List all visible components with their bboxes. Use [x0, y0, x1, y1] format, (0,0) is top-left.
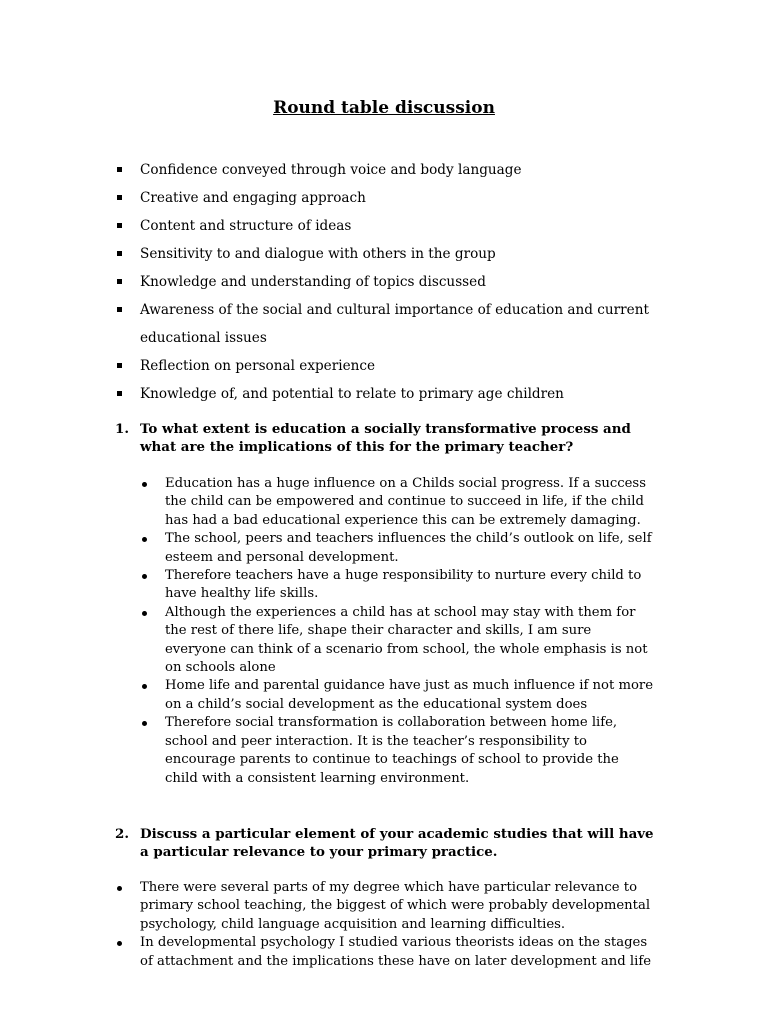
- page-title: Round table discussion: [273, 98, 495, 118]
- round-bullet-icon: [142, 611, 147, 616]
- round-bullet-icon: [142, 684, 147, 689]
- question-1-heading: [115, 420, 655, 456]
- criteria-list: [115, 156, 715, 408]
- square-bullet-icon: [117, 223, 122, 228]
- question-number: 2.: [115, 826, 129, 842]
- question-2-heading: [115, 825, 655, 861]
- square-bullet-icon: [117, 307, 122, 312]
- list-item: Knowledge and understanding of topics discussed: [115, 268, 715, 296]
- list-item: Therefore social transformation is collaboration between home life, school and peer interaction. It is the teacher’s responsibility to encourage parents to continue to teachings of school to provide the child with a consistent learning environment.: [140, 714, 655, 788]
- list-item: Awareness of the social and cultural importance of education and current educational issues: [115, 296, 715, 352]
- list-item: Education has a huge influence on a Childs social progress. If a success the child can be empowered and continue to succeed in life, if the child has had a bad educational experience this can be extremely damaging.: [140, 475, 655, 530]
- round-bullet-icon: [117, 941, 122, 946]
- list-item: Sensitivity to and dialogue with others in the group: [115, 240, 715, 268]
- square-bullet-icon: [117, 279, 122, 284]
- list-item: Home life and parental guidance have just as much influence if not more on a child’s social development as the educational system does: [140, 677, 655, 714]
- square-bullet-icon: [117, 251, 122, 256]
- question-1-answers: [140, 475, 655, 788]
- square-bullet-icon: [117, 363, 122, 368]
- round-bullet-icon: [142, 482, 147, 487]
- question-number: 1.: [115, 421, 129, 437]
- list-item: Knowledge of, and potential to relate to primary age children: [115, 380, 715, 408]
- round-bullet-icon: [117, 886, 122, 891]
- list-item: There were several parts of my degree which have particular relevance to primary school teaching, the biggest of which were probably developmental psychology, child language acquisition and learning difficulties.: [115, 879, 655, 934]
- round-bullet-icon: [142, 574, 147, 579]
- list-item: Reflection on personal experience: [115, 352, 715, 380]
- list-item: Confidence conveyed through voice and body language: [115, 156, 715, 184]
- round-bullet-icon: [142, 537, 147, 542]
- question-text: Discuss a particular element of your academic studies that will have a particular relevance to your primary practice.: [140, 826, 654, 860]
- question-2-answers: [115, 879, 655, 971]
- list-item: The school, peers and teachers influences the child’s outlook on life, self esteem and personal development.: [140, 530, 655, 567]
- round-bullet-icon: [142, 721, 147, 726]
- list-item: Therefore teachers have a huge responsibility to nurture every child to have healthy life skills.: [140, 567, 655, 604]
- square-bullet-icon: [117, 195, 122, 200]
- square-bullet-icon: [117, 391, 122, 396]
- list-item: Although the experiences a child has at school may stay with them for the rest of there life, shape their character and skills, I am sure everyone can think of a scenario from school, the whole emphasis is not on schools alone: [140, 604, 655, 678]
- list-item: Creative and engaging approach: [115, 184, 715, 212]
- list-item: Content and structure of ideas: [115, 212, 715, 240]
- square-bullet-icon: [117, 167, 122, 172]
- list-item: In developmental psychology I studied various theorists ideas on the stages of attachment and the implications these have on later development and life: [115, 934, 655, 971]
- question-text: To what extent is education a socially transformative process and what are the implications of this for the primary teacher?: [140, 421, 631, 455]
